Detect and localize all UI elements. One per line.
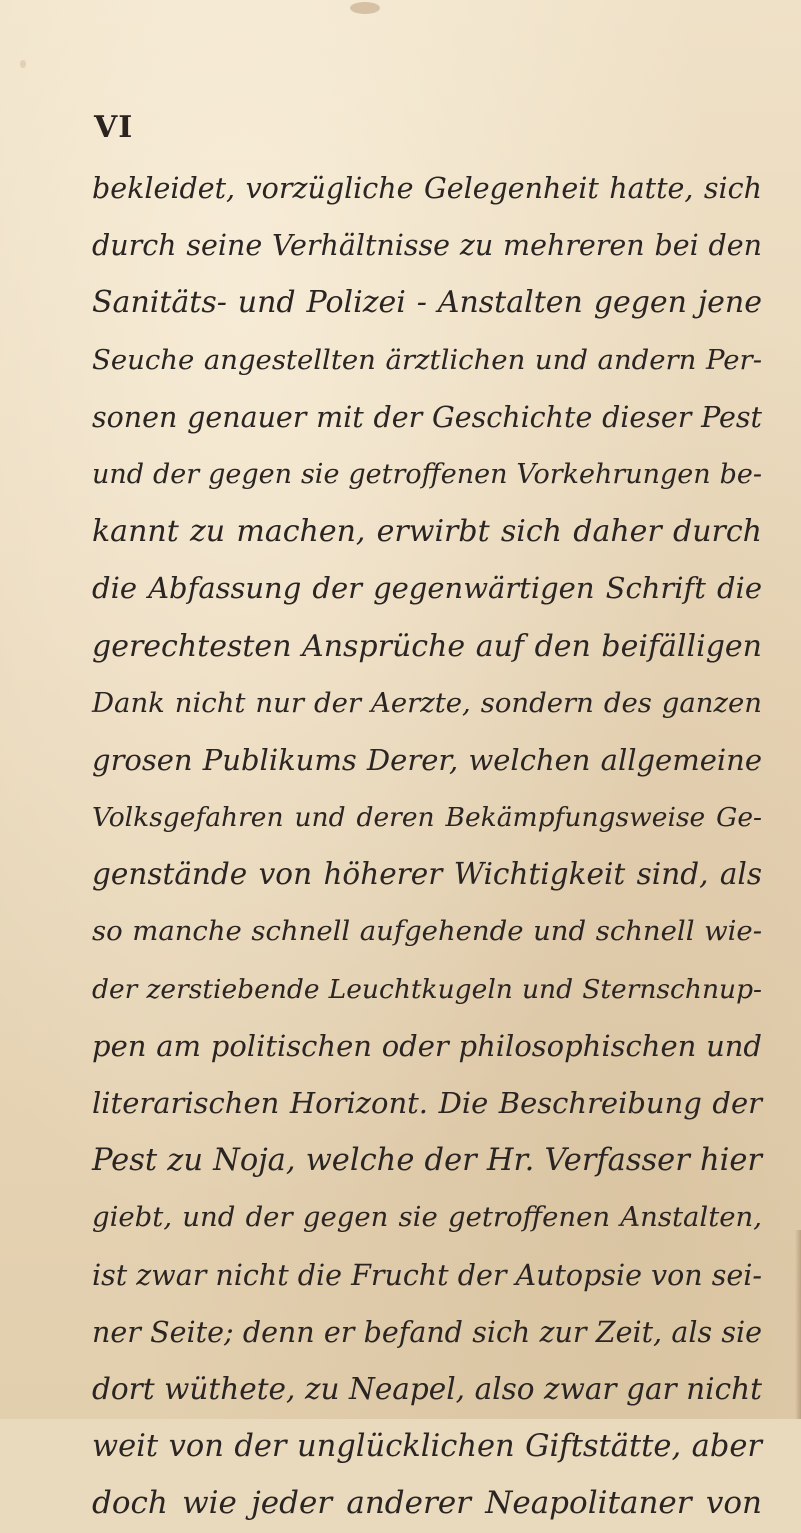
paper-stain [20, 60, 26, 68]
text-line: weit von der unglücklichen Giftstätte, aber [92, 1429, 762, 1465]
text-line: Volksgefahren und deren Bekämpfungsweise Ge- [92, 802, 762, 834]
text-body [92, 160, 762, 1533]
text-line: doch wie jeder anderer Neapolitaner von [92, 1485, 762, 1522]
text-line: Pest zu Noja, welche der Hr. Verfasser hier [92, 1143, 762, 1179]
text-line: der zerstiebende Leuchtkugeln und Sternschnup- [92, 973, 762, 1005]
text-line: durch seine Verhältnisse zu mehreren bei den [92, 229, 762, 263]
text-line: und der gegen sie getroffenen Vorkehrungen be- [92, 458, 762, 490]
text-line: genstände von höherer Wichtigkeit sind, als [92, 857, 762, 892]
text-line: pen am politischen oder philosophischen und [92, 1028, 762, 1063]
text-line: kannt zu machen, erwirbt sich daher durch [92, 514, 762, 550]
text-line: ist zwar nicht die Frucht der Autopsie von sei- [92, 1258, 762, 1292]
text-line: sonen genauer mit der Geschichte dieser Pest [92, 400, 762, 434]
text-line: Sanitäts- und Polizei - Anstalten gegen jene [92, 285, 762, 321]
page-number: VI [94, 110, 134, 145]
text-line: grosen Publikums Derer, welchen allgemeine [92, 742, 762, 777]
text-line: dort wüthete, zu Neapel, also zwar gar nicht [92, 1371, 762, 1406]
text-line: so manche schnell aufgehende und schnell wie- [92, 915, 762, 948]
paper-stain [350, 2, 380, 14]
text-line: Seuche angestellten ärztlichen und andern Per- [92, 343, 762, 376]
text-line: literarischen Horizont. Die Beschreibung der [92, 1086, 762, 1120]
text-line: ner Seite; denn er befand sich zur Zeit, als sie [92, 1315, 762, 1349]
text-line: Dank nicht nur der Aerzte, sondern des ganzen [92, 686, 762, 719]
text-line: die Abfassung der gegenwärtigen Schrift die [92, 571, 762, 606]
text-line: bekleidet, vorzügliche Gelegenheit hatte, sich [92, 172, 762, 205]
text-line: gerechtesten Ansprüche auf den beifälligen [92, 628, 762, 664]
text-line: giebt, und der gegen sie getroffenen Anstalten, [92, 1201, 762, 1234]
page-edge-shadow [795, 1230, 801, 1419]
